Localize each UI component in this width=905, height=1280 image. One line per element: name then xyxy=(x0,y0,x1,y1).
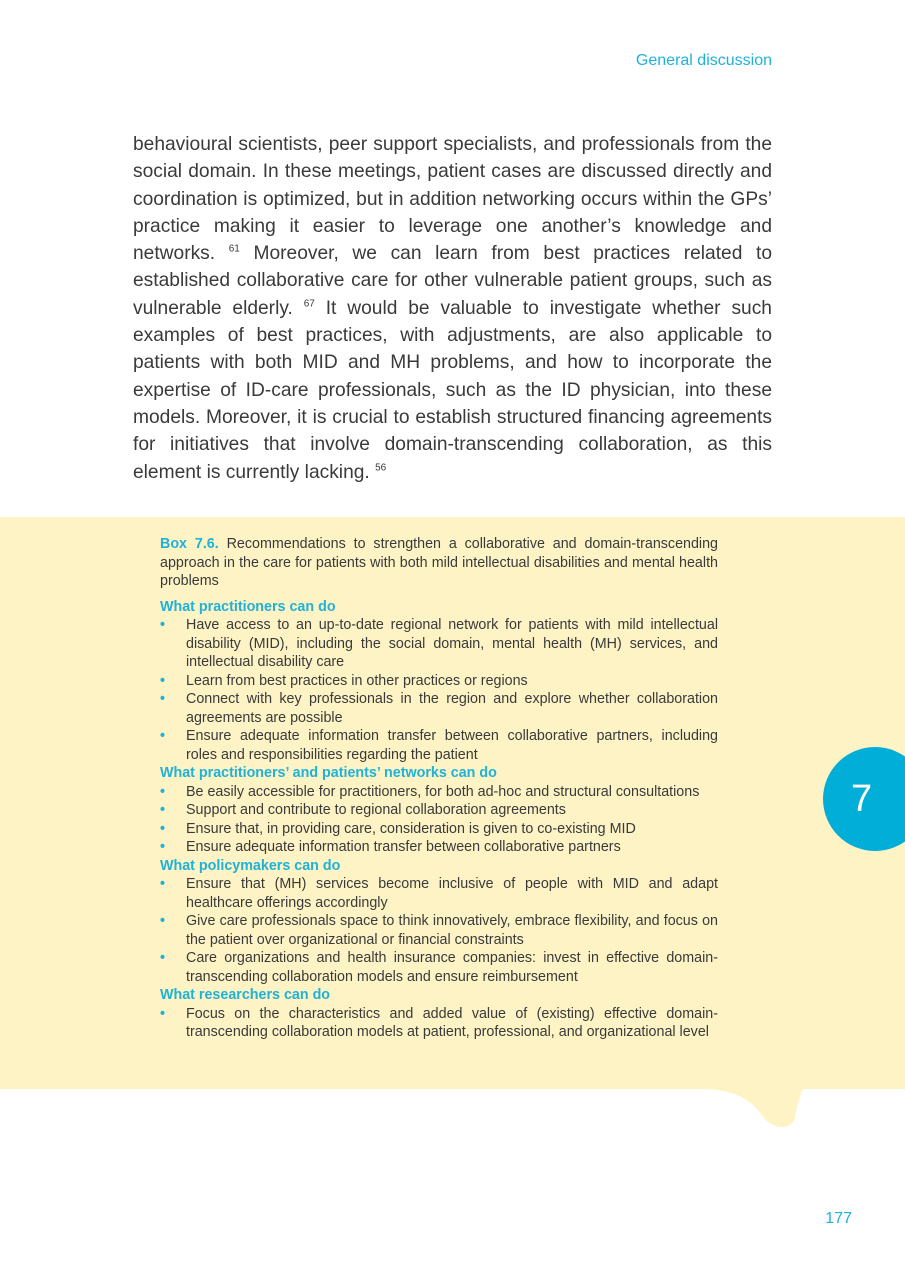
list-item xyxy=(160,1005,718,1042)
list-item-text: Support and contribute to regional collaboration agreements xyxy=(186,802,566,818)
list-item xyxy=(160,820,718,839)
bullet-icon: • xyxy=(160,820,166,837)
section-networks xyxy=(160,764,718,857)
section-heading: What policymakers can do xyxy=(160,857,341,874)
page-number: 177 xyxy=(825,1210,852,1227)
bullet-icon: • xyxy=(160,876,166,892)
section-researchers xyxy=(160,986,718,1042)
body-text-segment: behavioural scientists, peer support specialists, and professionals from the social domain. In these meetings, patient cases are discussed directly and coordination is optimized, but in addition networking occurs within the GPs’ practice making it easier to leverage one another’s knowledge and networks. xyxy=(133,134,772,265)
list-item xyxy=(160,912,718,949)
list-item xyxy=(160,949,718,986)
list-item-text: Care organizations and health insurance companies: invest in effective domain-transcending collaboration models and ensure reimbursement xyxy=(186,950,718,985)
bullet-icon: • xyxy=(160,672,166,689)
reference-67: 67 xyxy=(303,298,315,310)
list-item xyxy=(160,838,718,857)
list-item xyxy=(160,616,718,672)
reference-61: 61 xyxy=(228,243,240,255)
box-wave-decoration xyxy=(0,1040,905,1140)
bullet-icon: • xyxy=(160,617,166,633)
list-item xyxy=(160,875,718,912)
body-text-segment: It would be valuable to investigate whether such examples of best practices, with adjustments, are also applicable to patients with both MID and MH problems, and how to incorporate the expertise of ID-care professionals, such as the ID physician, into these models. Moreover, it is crucial to establish structured financing agreements for initiatives that involve domain-transcending collaboration, as this element is currently lacking. xyxy=(133,297,772,483)
bullet-icon: • xyxy=(160,802,166,818)
bullet-icon: • xyxy=(160,1005,166,1022)
box-caption xyxy=(160,535,718,591)
body-paragraph xyxy=(133,131,772,486)
list-item-text: Give care professionals space to think innovatively, embrace flexibility, and focus on the patient over organizational or financial constraints xyxy=(186,913,718,948)
recommendation-list xyxy=(160,875,718,986)
recommendation-list xyxy=(160,616,718,764)
list-item xyxy=(160,801,718,820)
list-item xyxy=(160,690,718,727)
recommendation-list xyxy=(160,783,718,857)
bullet-icon: • xyxy=(160,691,166,707)
list-item-text: Ensure adequate information transfer between collaborative partners xyxy=(186,839,621,855)
recommendation-box xyxy=(160,535,718,1042)
section-practitioners xyxy=(160,598,718,765)
chapter-tab: 7 xyxy=(823,747,905,851)
list-item xyxy=(160,727,718,764)
list-item-text: Focus on the characteristics and added value of (existing) effective domain-transcending collaboration models at patient, professional, and organizational level xyxy=(186,1005,718,1040)
bullet-icon: • xyxy=(160,783,166,800)
list-item-text: Be easily accessible for practitioners, for both ad-hoc and structural consultations xyxy=(186,783,700,800)
list-item-text: Ensure that, in providing care, consideration is given to co-existing MID xyxy=(186,820,636,837)
body-text-segment: Moreover, we can learn from best practices related to established collaborative care for other vulnerable patient groups, such as vulnerable elderly. xyxy=(133,243,772,319)
bullet-icon: • xyxy=(160,839,166,855)
reference-56: 56 xyxy=(375,462,387,474)
list-item-text: Connect with key professionals in the region and explore whether collaboration agreements are possible xyxy=(186,691,718,726)
list-item xyxy=(160,783,718,802)
bullet-icon: • xyxy=(160,913,166,929)
bullet-icon: • xyxy=(160,950,166,966)
section-heading: What practitioners’ and patients’ networks can do xyxy=(160,765,497,781)
list-item-text: Have access to an up-to-date regional network for patients with mild intellectual disability (MID), including the social domain, mental health (MH) services, and intellectual disability care xyxy=(186,617,718,670)
list-item-text: Ensure adequate information transfer between collaborative partners, including roles and responsibilities regarding the patient xyxy=(186,728,718,763)
box-title: Recommendations to strengthen a collaborative and domain-transcending approach in the care for patients with both mild intellectual disabilities and mental health problems xyxy=(160,536,719,589)
running-header: General discussion xyxy=(635,52,772,69)
box-label: Box 7.6. xyxy=(160,536,219,552)
list-item-text: Learn from best practices in other practices or regions xyxy=(186,672,528,689)
list-item-text: Ensure that (MH) services become inclusive of people with MID and adapt healthcare offerings accordingly xyxy=(186,876,718,911)
recommendation-list xyxy=(160,1005,718,1042)
list-item xyxy=(160,672,718,691)
section-heading: What researchers can do xyxy=(160,987,331,1003)
bullet-icon: • xyxy=(160,728,166,744)
section-heading: What practitioners can do xyxy=(160,598,336,615)
section-policymakers xyxy=(160,857,718,987)
